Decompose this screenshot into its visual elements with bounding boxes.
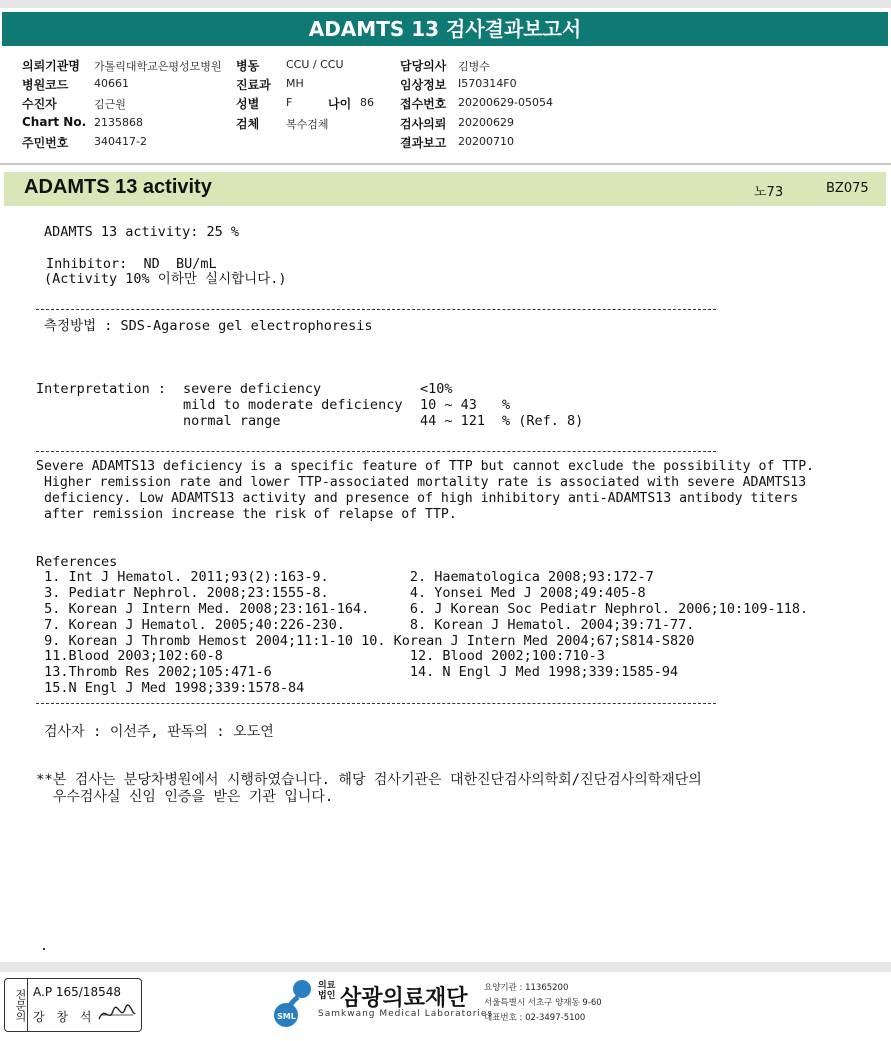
interp-name-1: severe deficiency	[183, 381, 322, 397]
interp-unit-3: % (Ref. 8)	[502, 413, 584, 429]
logo-small-text: 의료 법인	[318, 981, 336, 1001]
interpretation-label: Interpretation :	[36, 381, 167, 397]
interp-unit-2: %	[502, 397, 511, 413]
label-department: 진료과	[236, 78, 271, 92]
label-sex: 성별	[236, 97, 260, 111]
value-specimen: 복수검체	[286, 118, 329, 131]
label-clinical-info: 임상정보	[400, 78, 447, 92]
reference-line: 5. Korean J Intern Med. 2008;23:161-164. 6. J Korean Soc Pediatr Nephrol. 2006;10:109-118.	[36, 601, 809, 617]
logo-badge-text: SML	[277, 1012, 296, 1021]
footer-strip	[0, 962, 891, 972]
value-institution: 가톨릭대학교은평성모병원	[94, 60, 222, 73]
value-request-date: 20200629	[458, 116, 514, 129]
label-resident-no: 주민번호	[22, 136, 69, 150]
interp-range-3: 44 ~ 121	[420, 413, 486, 429]
label-ward: 병동	[236, 59, 260, 73]
paragraph-line-2: Higher remission rate and lower TTP-associated mortality rate is associated with severe ADAMTS13	[36, 475, 807, 490]
logo-subtitle: Samkwang Medical Laboratories	[318, 1009, 494, 1019]
note-line-2: 우수검사실 신임 인증을 받은 기관 입니다.	[36, 789, 334, 805]
divider-3	[36, 703, 716, 704]
patient-info	[0, 54, 891, 164]
company-logo	[272, 975, 612, 1030]
reference-line: 11.Blood 2003;102:60-8 12. Blood 2002;100:710-3	[36, 648, 605, 664]
section-code-1: 노73	[754, 185, 784, 200]
value-clinical-info: I570314F0	[458, 77, 517, 90]
logo-name: 삼광의료재단	[340, 986, 468, 1011]
interp-range-2: 10 ~ 43	[420, 397, 477, 413]
section-header	[4, 172, 886, 206]
value-resident-no: 340417-2	[94, 135, 147, 148]
contact-line: 요양기관 : 11365200	[484, 983, 569, 993]
contact-line: 대표번호 : 02-3497-5100	[484, 1013, 586, 1023]
paragraph-line-3: deficiency. Low ADAMTS13 activity and presence of high inhibitory anti-ADAMTS13 antibody titers	[36, 491, 799, 506]
reference-line: 1. Int J Hematol. 2011;93(2):163-9. 2. Haematologica 2008;93:172-7	[36, 569, 654, 585]
reference-line: 7. Korean J Hematol. 2005;40:226-230. 8. Korean J Hematol. 2004;39:71-77.	[36, 617, 695, 633]
value-hospital-code: 40661	[94, 77, 129, 90]
signature-icon	[97, 1003, 137, 1025]
inhibitor-note: (Activity 10% 이하만 실시합니다.)	[44, 271, 287, 287]
top-strip	[0, 0, 891, 8]
value-age: 86	[360, 96, 374, 109]
label-hospital-code: 병원코드	[22, 78, 69, 92]
section-code-2: BZ075	[826, 181, 869, 196]
interp-name-2: mild to moderate deficiency	[183, 397, 403, 413]
header-divider	[0, 163, 891, 165]
note-line-1: **본 검사는 분당차병원에서 시행하였습니다. 해당 검사기관은 대한진단검사의학회/진단검사의학재단의	[36, 772, 702, 788]
label-patient: 수진자	[22, 97, 57, 111]
stamp-license: A.P 165/18548	[33, 985, 121, 999]
label-report-date: 결과보고	[400, 136, 447, 150]
interp-name-3: normal range	[183, 413, 281, 429]
logo-contacts	[484, 981, 602, 1026]
label-age: 나이	[328, 97, 352, 111]
value-ward: CCU / CCU	[286, 58, 344, 71]
label-institution: 의뢰기관명	[22, 59, 80, 73]
label-doctor: 담당의사	[400, 59, 447, 73]
value-department: MH	[286, 77, 304, 90]
sml-logo-icon	[272, 977, 316, 1027]
interp-range-1: <10%	[420, 381, 453, 397]
stray-dot: .	[40, 938, 49, 954]
reference-line: 15.N Engl J Med 1998;339:1578-84	[36, 680, 305, 696]
stamp-name: 강 창 석	[33, 1010, 96, 1024]
reference-line: 13.Thromb Res 2002;105:471-6 14. N Engl J Med 1998;339:1585-94	[36, 664, 679, 680]
activity-result: ADAMTS 13 activity: 25 %	[44, 224, 240, 240]
value-report-date: 20200710	[458, 135, 514, 148]
value-patient: 김근원	[94, 98, 126, 111]
references-title: References	[36, 554, 118, 570]
paragraph-line-1: Severe ADAMTS13 deficiency is a specific feature of TTP but cannot exclude the possibility of TTP.	[36, 459, 815, 474]
label-specimen: 검체	[236, 117, 260, 131]
label-chart-no: Chart No.	[22, 115, 87, 129]
reference-line: 9. Korean J Thromb Hemost 2004;11:1-10 10. Korean J Intern Med 2004;67;S814-S820	[36, 633, 695, 649]
value-sex: F	[286, 96, 293, 109]
value-receipt-no: 20200629-05054	[458, 96, 553, 109]
method: 측정방법 : SDS-Agarose gel electrophoresis	[44, 318, 373, 334]
examiner: 검사자 : 이선주, 판독의 : 오도연	[44, 724, 274, 740]
value-doctor: 김병수	[458, 60, 490, 73]
reference-line: 3. Pediatr Nephrol. 2008;23:1555-8. 4. Yonsei Med J 2008;49:405-8	[36, 585, 646, 601]
contact-line: 서울특별시 서초구 양재동 9-60	[484, 998, 602, 1008]
section-title: ADAMTS 13 activity	[24, 176, 212, 198]
divider-2	[36, 451, 716, 452]
inhibitor-result: Inhibitor: ND BU/mL	[46, 256, 217, 272]
specialist-stamp	[4, 978, 142, 1032]
label-request-date: 검사의뢰	[400, 117, 447, 131]
value-chart-no: 2135868	[94, 116, 143, 129]
report-title: ADAMTS 13 검사결과보고서	[2, 12, 888, 46]
label-receipt-no: 접수번호	[400, 97, 447, 111]
divider-1	[36, 309, 716, 310]
paragraph-line-4: after remission increase the risk of relapse of TTP.	[36, 507, 457, 522]
stamp-vertical-label: 전문의	[5, 979, 28, 1031]
